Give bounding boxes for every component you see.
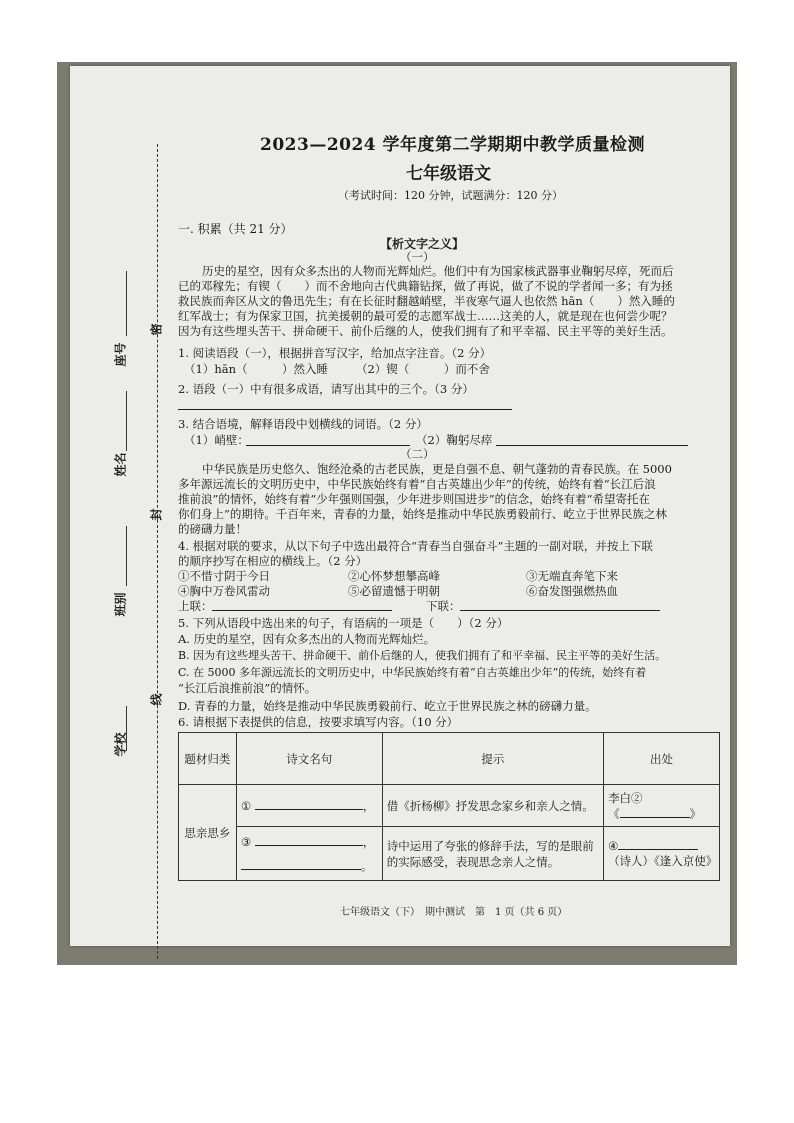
header-source: 出处 <box>604 733 720 785</box>
exam-note: （考试时间：120 分钟，试题满分：120 分） <box>338 189 563 202</box>
q4-upper-label: 上联： <box>178 599 213 613</box>
hint-cell-1: 借《折杨柳》抒发思念家乡和亲人之情。 <box>382 785 603 827</box>
q5-option-c[interactable]: C. 在 5000 多年源远流长的文明历史中，中华民族始终有着“自古英雄出少年”的传统，始终有着 <box>178 666 647 679</box>
q4-option: ③无端直奔笔下来 <box>526 569 618 583</box>
exam-subtitle: 七年级语文 <box>406 164 491 184</box>
q3-answer-a-line[interactable] <box>246 445 410 446</box>
name-underline[interactable] <box>126 391 127 451</box>
page-footer: 七年级语文（下） 期中测试 第 1 页（共 6 页） <box>340 907 568 918</box>
section-heading: 一. 积累（共 21 分） <box>178 222 293 236</box>
q4-option: ⑥奋发图强燃热血 <box>526 584 618 598</box>
para1-line: 红军战士；有为保家卫国，抗美援朝的最可爱的志愿军战士……这美的人，就是现在也何尝少呢？ <box>178 309 673 323</box>
para1-line: 历史的星空，因有众多杰出的人物而光辉灿烂。他们中有为国家核武器事业鞠躬尽瘁，死而后 <box>202 264 674 278</box>
q4-lower-line[interactable] <box>460 610 660 611</box>
q5-option-b[interactable]: B. 因为有这些埋头苦干、拼命硬干、前仆后继的人，使我们拥有了和平幸福、民主平等的美好生活。 <box>178 649 667 662</box>
sub-heading: 【析文字之义】 <box>380 237 465 251</box>
question-5: 5. 下列从语段中选出来的句子，有语病的一项是（ ）（2 分） <box>178 616 509 630</box>
q4-lower-label: 下联： <box>426 599 461 613</box>
margin-marker-mi: 密 <box>149 323 164 336</box>
header-poem: 诗文名句 <box>236 733 382 785</box>
question-4-cont: 的顺序抄写在相应的横线上。（2 分） <box>178 554 368 568</box>
q5-option-c-cont: “长江后浪推前浪”的情怀。 <box>178 681 317 695</box>
q3-answer-b-line[interactable] <box>496 445 688 446</box>
category-cell: 思亲思乡 <box>179 785 237 881</box>
q3-label-b: （2）鞠躬尽瘁 <box>416 433 493 447</box>
poem-prefix-1: ① <box>240 798 252 813</box>
para2-line: 你们身上”的期待。千百年来，青春的力量，始终是推动中华民族勇毅前行、屹立于世界民族之林 <box>178 507 667 521</box>
q4-option: ②心怀梦想攀高峰 <box>348 569 440 583</box>
exam-paper <box>70 66 730 946</box>
class-label: 班别 <box>113 592 128 617</box>
source-blank-4[interactable] <box>618 838 698 850</box>
q2-answer-line[interactable] <box>178 409 512 410</box>
poetry-table <box>178 732 720 881</box>
q4-option: ①不惜寸阴于今日 <box>178 569 270 583</box>
source-cell-1: 李白② 《 》 <box>604 785 720 827</box>
q1-answer-b[interactable]: （2）锲（ ）而不舍 <box>356 362 490 376</box>
poem-blank-1[interactable] <box>255 798 363 810</box>
question-6: 6. 请根据下表提供的信息，按要求填写内容。（10 分） <box>178 715 459 729</box>
q5-option-a[interactable]: A. 历史的星空，因有众多杰出的人物而光辉灿烂。 <box>178 632 436 646</box>
para1-line: 因为有这些埋头苦干、拼命硬干、前仆后继的人，使我们拥有了和平幸福、民主平等的美好生活。 <box>178 324 673 338</box>
seat-underline[interactable] <box>126 271 127 336</box>
question-3: 3. 结合语境，解释语段中划横线的词语。（2 分） <box>178 417 428 431</box>
question-2: 2. 语段（一）中有很多成语，请写出其中的三个。（3 分） <box>178 382 474 396</box>
poem-blank-3[interactable] <box>255 834 363 846</box>
table-header-row <box>179 733 720 785</box>
table-row <box>179 785 720 827</box>
q5-option-d[interactable]: D. 青春的力量，始终是推动中华民族勇毅前行、屹立于世界民族之林的磅礴力量。 <box>178 699 597 713</box>
hint-cell-2: 诗中运用了夸张的修辞手法，写的是眼前的实际感受，表现思念亲人之情。 <box>382 827 603 881</box>
source-prefix-4: ④ <box>608 839 619 853</box>
source-blank-2[interactable] <box>620 806 690 818</box>
seat-label: 座号 <box>113 342 128 367</box>
q1-answer-a[interactable]: （1）hān（ ）然入睡 <box>184 362 328 376</box>
class-underline[interactable] <box>126 526 127 586</box>
para1-line: 已的邓稼先；有锲（ ）而不舍地向古代典籍钻探，做了再说，做了不说的学者闻一多；有为拯 <box>178 279 673 293</box>
question-4: 4. 根据对联的要求，从以下句子中选出最符合“青春当自强奋斗”主题的一副对联，并按上下联 <box>178 539 653 553</box>
binding-dashed-line <box>157 144 158 959</box>
q3-label-a: （1）峭壁： <box>184 433 249 447</box>
source-cell-2 <box>604 827 720 881</box>
margin-marker-xian: 线 <box>149 693 164 706</box>
para2-line: 推前浪”的情怀，始终有着“少年强则国强，少年进步则国进步”的信念，始终有着“希望寄托在 <box>178 492 651 506</box>
margin-marker-feng: 封 <box>149 508 164 521</box>
para2-line: 多年源远流长的文明历史中，中华民族始终有着“自古英雄出少年”的传统，始终有着“长江后浪 <box>178 477 656 491</box>
header-hint: 提示 <box>382 733 603 785</box>
source-text-1: 李白② <box>608 790 643 805</box>
table-row <box>179 827 720 881</box>
poem-blank-3b[interactable] <box>241 858 361 870</box>
exam-title: 2023—2024 学年度第二学期期中教学质量检测 <box>260 135 646 155</box>
poem-prefix-3: ③ <box>240 834 252 849</box>
para1 <box>178 264 675 339</box>
para2-line: 的磅礴力量！ <box>178 522 247 536</box>
name-label: 姓名 <box>113 452 128 477</box>
header-category: 题材归类 <box>179 733 237 785</box>
q4-upper-line[interactable] <box>212 610 392 611</box>
source-text-2: （诗人）《逢入京使》 <box>608 854 718 868</box>
q4-option: ⑤必留遗憾于明朝 <box>348 584 440 598</box>
para2 <box>178 462 672 537</box>
para2-line: 中华民族是历史悠久、饱经沧桑的古老民族，更是自强不息、朝气蓬勃的青春民族。在 5000 <box>202 462 672 476</box>
q4-option: ④胸中万卷风雷动 <box>178 584 270 598</box>
para1-line: 救民族而奔区从文的鲁迅先生；有在长征时翻越峭壁，半夜寒气逼人也依然 hān（ ）然入睡的 <box>178 294 675 308</box>
para1-label: （一） <box>400 250 435 264</box>
poem-cell-1[interactable]: ① ， <box>236 785 382 827</box>
poem-cell-2[interactable]: ③ ， 。 <box>236 827 382 881</box>
question-1: 1. 阅读语段（一），根据拼音写汉字，给加点字注音。（2 分） <box>178 346 492 360</box>
school-label: 学校 <box>113 732 128 757</box>
para2-label: （二） <box>400 447 435 461</box>
